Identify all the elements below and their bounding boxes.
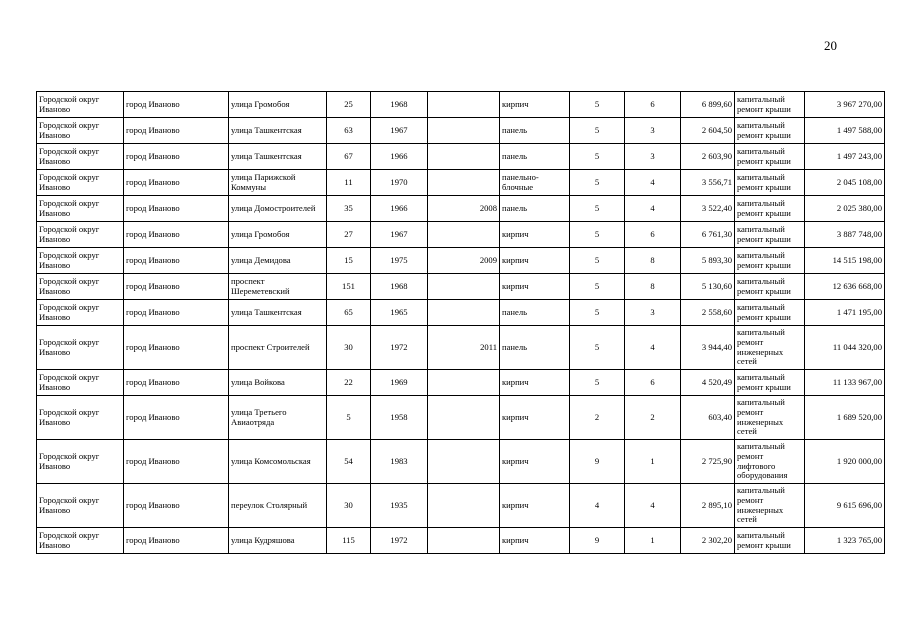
- work-type-cell: капитальный ремонт крыши: [735, 92, 805, 118]
- city-cell: город Иваново: [124, 222, 229, 248]
- work-type-cell: капитальный ремонт инженерных сетей: [735, 484, 805, 528]
- cost-cell: 1 497 588,00: [805, 118, 885, 144]
- last-repair-year-cell: [428, 396, 500, 440]
- house-number-cell: 27: [327, 222, 371, 248]
- work-type-cell: капитальный ремонт лифтового оборудования: [735, 440, 805, 484]
- build-year-cell: 1968: [371, 274, 428, 300]
- cost-cell: 1 497 243,00: [805, 144, 885, 170]
- street-cell: переулок Столярный: [229, 484, 327, 528]
- build-year-cell: 1966: [371, 196, 428, 222]
- table-body: [37, 92, 885, 554]
- floors-cell: 5: [570, 274, 625, 300]
- wall-material-cell: кирпич: [500, 528, 570, 554]
- entrances-cell: 1: [625, 440, 681, 484]
- wall-material-cell: кирпич: [500, 222, 570, 248]
- cost-cell: 11 133 967,00: [805, 370, 885, 396]
- house-number-cell: 30: [327, 484, 371, 528]
- district-cell: Городской округ Иваново: [37, 528, 124, 554]
- last-repair-year-cell: [428, 144, 500, 170]
- area-cell: 3 944,40: [681, 326, 735, 370]
- wall-material-cell: панель: [500, 118, 570, 144]
- area-cell: 2 603,90: [681, 144, 735, 170]
- street-cell: улица Кудряшова: [229, 528, 327, 554]
- city-cell: город Иваново: [124, 196, 229, 222]
- street-cell: улица Домостроителей: [229, 196, 327, 222]
- floors-cell: 5: [570, 222, 625, 248]
- street-cell: улица Громобоя: [229, 92, 327, 118]
- table-row: [37, 222, 885, 248]
- wall-material-cell: панель: [500, 300, 570, 326]
- entrances-cell: 3: [625, 144, 681, 170]
- entrances-cell: 3: [625, 300, 681, 326]
- area-cell: 3 522,40: [681, 196, 735, 222]
- cost-cell: 11 044 320,00: [805, 326, 885, 370]
- last-repair-year-cell: 2008: [428, 196, 500, 222]
- build-year-cell: 1966: [371, 144, 428, 170]
- district-cell: Городской округ Иваново: [37, 484, 124, 528]
- street-cell: улица Демидова: [229, 248, 327, 274]
- work-type-cell: капитальный ремонт крыши: [735, 170, 805, 196]
- cost-cell: 2 045 108,00: [805, 170, 885, 196]
- wall-material-cell: панель: [500, 144, 570, 170]
- house-number-cell: 151: [327, 274, 371, 300]
- district-cell: Городской округ Иваново: [37, 396, 124, 440]
- work-type-cell: капитальный ремонт крыши: [735, 144, 805, 170]
- work-type-cell: капитальный ремонт крыши: [735, 528, 805, 554]
- district-cell: Городской округ Иваново: [37, 370, 124, 396]
- district-cell: Городской округ Иваново: [37, 248, 124, 274]
- work-type-cell: капитальный ремонт крыши: [735, 248, 805, 274]
- build-year-cell: 1969: [371, 370, 428, 396]
- city-cell: город Иваново: [124, 440, 229, 484]
- entrances-cell: 4: [625, 170, 681, 196]
- wall-material-cell: кирпич: [500, 396, 570, 440]
- street-cell: улица Третьего Авиаотряда: [229, 396, 327, 440]
- district-cell: Городской округ Иваново: [37, 274, 124, 300]
- district-cell: Городской округ Иваново: [37, 170, 124, 196]
- work-type-cell: капитальный ремонт инженерных сетей: [735, 396, 805, 440]
- floors-cell: 4: [570, 484, 625, 528]
- last-repair-year-cell: [428, 170, 500, 196]
- build-year-cell: 1967: [371, 118, 428, 144]
- city-cell: город Иваново: [124, 396, 229, 440]
- house-number-cell: 22: [327, 370, 371, 396]
- area-cell: 3 556,71: [681, 170, 735, 196]
- street-cell: улица Войкова: [229, 370, 327, 396]
- wall-material-cell: кирпич: [500, 92, 570, 118]
- build-year-cell: 1970: [371, 170, 428, 196]
- cost-cell: 9 615 696,00: [805, 484, 885, 528]
- house-number-cell: 11: [327, 170, 371, 196]
- housing-repair-table: [36, 91, 885, 554]
- table-row: [37, 118, 885, 144]
- build-year-cell: 1967: [371, 222, 428, 248]
- floors-cell: 5: [570, 370, 625, 396]
- floors-cell: 5: [570, 170, 625, 196]
- cost-cell: 1 920 000,00: [805, 440, 885, 484]
- area-cell: 603,40: [681, 396, 735, 440]
- house-number-cell: 35: [327, 196, 371, 222]
- district-cell: Городской округ Иваново: [37, 222, 124, 248]
- build-year-cell: 1983: [371, 440, 428, 484]
- house-number-cell: 25: [327, 92, 371, 118]
- city-cell: город Иваново: [124, 300, 229, 326]
- area-cell: 6 761,30: [681, 222, 735, 248]
- street-cell: проспект Строителей: [229, 326, 327, 370]
- last-repair-year-cell: [428, 484, 500, 528]
- city-cell: город Иваново: [124, 528, 229, 554]
- last-repair-year-cell: [428, 440, 500, 484]
- cost-cell: 2 025 380,00: [805, 196, 885, 222]
- wall-material-cell: кирпич: [500, 484, 570, 528]
- district-cell: Городской округ Иваново: [37, 118, 124, 144]
- cost-cell: 1 323 765,00: [805, 528, 885, 554]
- city-cell: город Иваново: [124, 326, 229, 370]
- build-year-cell: 1972: [371, 528, 428, 554]
- entrances-cell: 4: [625, 484, 681, 528]
- floors-cell: 9: [570, 528, 625, 554]
- table-row: [37, 528, 885, 554]
- district-cell: Городской округ Иваново: [37, 440, 124, 484]
- wall-material-cell: кирпич: [500, 274, 570, 300]
- table-row: [37, 370, 885, 396]
- area-cell: 2 558,60: [681, 300, 735, 326]
- build-year-cell: 1968: [371, 92, 428, 118]
- street-cell: улица Ташкентская: [229, 118, 327, 144]
- work-type-cell: капитальный ремонт крыши: [735, 222, 805, 248]
- street-cell: улица Ташкентская: [229, 144, 327, 170]
- entrances-cell: 6: [625, 222, 681, 248]
- work-type-cell: капитальный ремонт крыши: [735, 274, 805, 300]
- city-cell: город Иваново: [124, 484, 229, 528]
- house-number-cell: 65: [327, 300, 371, 326]
- street-cell: улица Комсомольская: [229, 440, 327, 484]
- build-year-cell: 1935: [371, 484, 428, 528]
- last-repair-year-cell: [428, 274, 500, 300]
- cost-cell: 1 471 195,00: [805, 300, 885, 326]
- table-row: [37, 196, 885, 222]
- area-cell: 6 899,60: [681, 92, 735, 118]
- district-cell: Городской округ Иваново: [37, 196, 124, 222]
- entrances-cell: 2: [625, 396, 681, 440]
- table-row: [37, 92, 885, 118]
- wall-material-cell: панельно-блочные: [500, 170, 570, 196]
- table-row: [37, 396, 885, 440]
- table-row: [37, 326, 885, 370]
- last-repair-year-cell: [428, 222, 500, 248]
- last-repair-year-cell: [428, 92, 500, 118]
- floors-cell: 5: [570, 144, 625, 170]
- floors-cell: 9: [570, 440, 625, 484]
- street-cell: улица Парижской Коммуны: [229, 170, 327, 196]
- work-type-cell: капитальный ремонт крыши: [735, 300, 805, 326]
- entrances-cell: 3: [625, 118, 681, 144]
- house-number-cell: 67: [327, 144, 371, 170]
- house-number-cell: 54: [327, 440, 371, 484]
- table-row: [37, 274, 885, 300]
- area-cell: 5 893,30: [681, 248, 735, 274]
- last-repair-year-cell: [428, 300, 500, 326]
- table-row: [37, 440, 885, 484]
- area-cell: 2 725,90: [681, 440, 735, 484]
- work-type-cell: капитальный ремонт крыши: [735, 196, 805, 222]
- floors-cell: 5: [570, 196, 625, 222]
- area-cell: 2 302,20: [681, 528, 735, 554]
- floors-cell: 5: [570, 300, 625, 326]
- area-cell: 4 520,49: [681, 370, 735, 396]
- last-repair-year-cell: [428, 528, 500, 554]
- city-cell: город Иваново: [124, 170, 229, 196]
- area-cell: 2 895,10: [681, 484, 735, 528]
- work-type-cell: капитальный ремонт крыши: [735, 370, 805, 396]
- build-year-cell: 1972: [371, 326, 428, 370]
- street-cell: проспект Шереметевский: [229, 274, 327, 300]
- work-type-cell: капитальный ремонт инженерных сетей: [735, 326, 805, 370]
- street-cell: улица Ташкентская: [229, 300, 327, 326]
- district-cell: Городской округ Иваново: [37, 326, 124, 370]
- entrances-cell: 4: [625, 196, 681, 222]
- last-repair-year-cell: 2011: [428, 326, 500, 370]
- area-cell: 5 130,60: [681, 274, 735, 300]
- city-cell: город Иваново: [124, 248, 229, 274]
- table-row: [37, 248, 885, 274]
- city-cell: город Иваново: [124, 144, 229, 170]
- entrances-cell: 1: [625, 528, 681, 554]
- entrances-cell: 8: [625, 274, 681, 300]
- district-cell: Городской округ Иваново: [37, 92, 124, 118]
- entrances-cell: 6: [625, 92, 681, 118]
- city-cell: город Иваново: [124, 274, 229, 300]
- cost-cell: 1 689 520,00: [805, 396, 885, 440]
- area-cell: 2 604,50: [681, 118, 735, 144]
- last-repair-year-cell: [428, 370, 500, 396]
- table-row: [37, 484, 885, 528]
- cost-cell: 12 636 668,00: [805, 274, 885, 300]
- floors-cell: 5: [570, 326, 625, 370]
- district-cell: Городской округ Иваново: [37, 144, 124, 170]
- build-year-cell: 1958: [371, 396, 428, 440]
- floors-cell: 5: [570, 248, 625, 274]
- city-cell: город Иваново: [124, 92, 229, 118]
- wall-material-cell: панель: [500, 196, 570, 222]
- cost-cell: 14 515 198,00: [805, 248, 885, 274]
- build-year-cell: 1965: [371, 300, 428, 326]
- district-cell: Городской округ Иваново: [37, 300, 124, 326]
- table-row: [37, 170, 885, 196]
- house-number-cell: 30: [327, 326, 371, 370]
- entrances-cell: 8: [625, 248, 681, 274]
- wall-material-cell: кирпич: [500, 440, 570, 484]
- wall-material-cell: панель: [500, 326, 570, 370]
- house-number-cell: 115: [327, 528, 371, 554]
- house-number-cell: 15: [327, 248, 371, 274]
- house-number-cell: 5: [327, 396, 371, 440]
- wall-material-cell: кирпич: [500, 248, 570, 274]
- build-year-cell: 1975: [371, 248, 428, 274]
- work-type-cell: капитальный ремонт крыши: [735, 118, 805, 144]
- last-repair-year-cell: 2009: [428, 248, 500, 274]
- entrances-cell: 6: [625, 370, 681, 396]
- street-cell: улица Громобоя: [229, 222, 327, 248]
- wall-material-cell: кирпич: [500, 370, 570, 396]
- floors-cell: 5: [570, 118, 625, 144]
- cost-cell: 3 967 270,00: [805, 92, 885, 118]
- cost-cell: 3 887 748,00: [805, 222, 885, 248]
- city-cell: город Иваново: [124, 370, 229, 396]
- page-number: 20: [824, 38, 837, 53]
- house-number-cell: 63: [327, 118, 371, 144]
- entrances-cell: 4: [625, 326, 681, 370]
- table-row: [37, 300, 885, 326]
- table-row: [37, 144, 885, 170]
- floors-cell: 5: [570, 92, 625, 118]
- city-cell: город Иваново: [124, 118, 229, 144]
- floors-cell: 2: [570, 396, 625, 440]
- last-repair-year-cell: [428, 118, 500, 144]
